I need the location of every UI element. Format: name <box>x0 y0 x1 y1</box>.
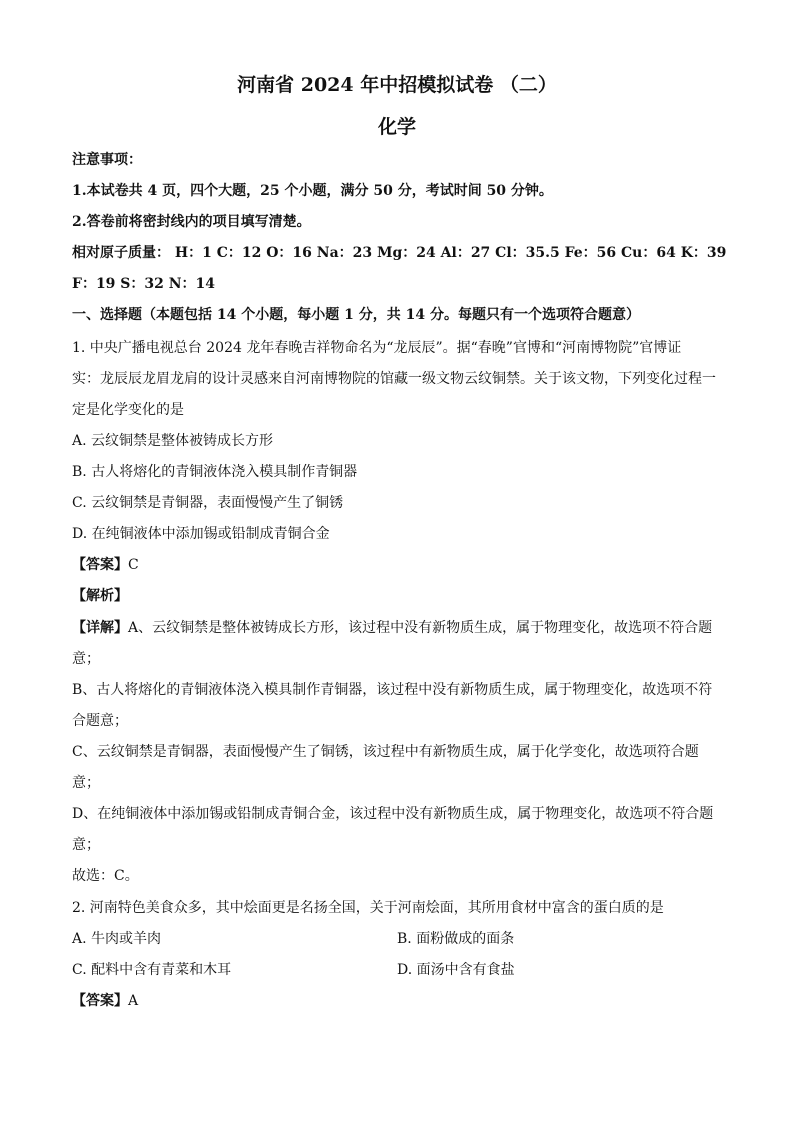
notes-item-1: 1.本试卷共 4 页，四个大题，25 个小题，满分 50 分，考试时间 50 分钟。 <box>72 183 553 199</box>
q1-detail-line-1 <box>72 618 716 638</box>
q1-conclusion: 故选：C。 <box>72 868 139 884</box>
q1-detail-text-1: A、云纹铜禁是整体被铸成长方形，该过程中没有新物质生成，属于物理变化，故选项不符合题 <box>128 620 713 636</box>
q2-answer <box>72 991 716 1011</box>
q1-answer <box>72 555 716 575</box>
q2-option-c: C. 配料中含有青菜和木耳 <box>72 962 232 978</box>
q1-stem-line-3: 定是化学变化的是 <box>72 402 184 418</box>
q1-detail-line-6: 意； <box>72 775 100 791</box>
q1-detail-line-5: C、云纹铜禁是青铜器，表面慢慢产生了铜锈，该过程中有新物质生成，属于化学变化，故选项符合题 <box>72 744 699 760</box>
q1-detail-label: 【详解】 <box>72 620 128 636</box>
q2-option-a: A. 牛肉或羊肉 <box>72 931 162 947</box>
notes-heading: 注意事项： <box>72 152 142 168</box>
q2-option-b: B. 面粉做成的面条 <box>397 931 515 947</box>
q1-answer-value: C <box>128 557 139 573</box>
q1-option-a: A. 云纹铜禁是整体被铸成长方形 <box>72 433 274 449</box>
section-1-heading: 一、选择题（本题包括 14 个小题，每小题 1 分，共 14 分。每题只有一个选项符合题意） <box>72 307 640 323</box>
q1-answer-label: 【答案】 <box>72 557 128 573</box>
q1-detail-line-2: 意； <box>72 651 100 667</box>
q1-detail-line-8: 意； <box>72 837 100 853</box>
q1-option-b: B. 古人将熔化的青铜液体浇入模具制作青铜器 <box>72 464 358 480</box>
q1-stem-line-2: 实：龙辰辰龙眉龙肩的设计灵感来自河南博物院的馆藏一级文物云纹铜禁。关于该文物，下列变化过程一 <box>72 371 716 387</box>
atomic-mass-line-2: F：19 S：32 N：14 <box>72 276 216 292</box>
q2-stem: 2. 河南特色美食众多，其中烩面更是名扬全国，关于河南烩面，其所用食材中富含的蛋白质的是 <box>72 900 664 916</box>
q2-answer-label: 【答案】 <box>72 993 128 1009</box>
q1-analysis-label: 【解析】 <box>72 588 128 604</box>
q1-stem-line-1: 1. 中央广播电视总台 2024 龙年春晚吉祥物命名为“龙辰辰”。据“春晚”官博和“河南博物院”官博证 <box>72 340 682 356</box>
q1-detail-line-7: D、在纯铜液体中添加锡或铅制成青铜合金，该过程中没有新物质生成，属于物理变化，故选项不符合题 <box>72 806 714 822</box>
q2-option-d: D. 面汤中含有食盐 <box>397 962 515 978</box>
page-title: 河南省 2024 年中招模拟试卷 （二） <box>237 74 557 96</box>
atomic-mass-line-1: 相对原子质量： H：1 C：12 O：16 Na：23 Mg：24 Al：27 Cl：35.5 Fe：56 Cu：64 K：39 <box>72 245 727 261</box>
q1-detail-line-3: B、古人将熔化的青铜液体浇入模具制作青铜器，该过程中没有新物质生成，属于物理变化，故选项不符 <box>72 682 713 698</box>
q2-answer-value: A <box>128 993 139 1009</box>
q1-detail-line-4: 合题意； <box>72 713 128 729</box>
q1-option-d: D. 在纯铜液体中添加锡或铅制成青铜合金 <box>72 526 330 542</box>
subject-title: 化学 <box>377 116 416 138</box>
q1-option-c: C. 云纹铜禁是青铜器，表面慢慢产生了铜锈 <box>72 495 344 511</box>
notes-item-2: 2.答卷前将密封线内的项目填写清楚。 <box>72 214 311 230</box>
